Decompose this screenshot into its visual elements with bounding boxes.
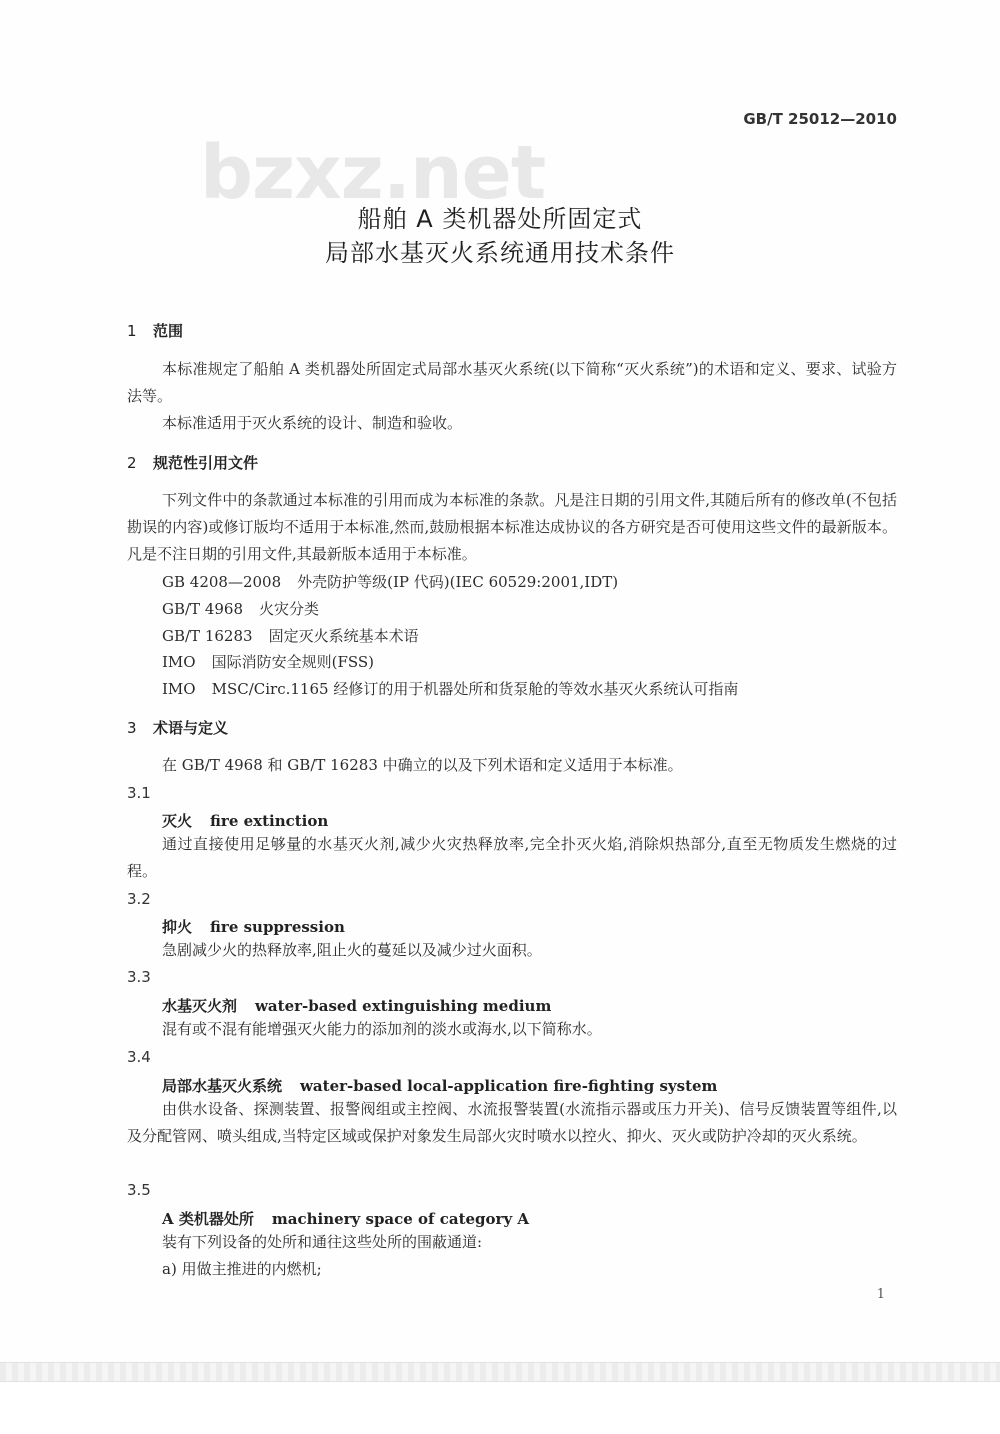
reference-code: GB 4208—2008 bbox=[162, 573, 282, 591]
section-heading-scope bbox=[127, 320, 183, 341]
term-heading bbox=[162, 1075, 717, 1096]
reference-item bbox=[162, 571, 618, 592]
section-title: 规范性引用文件 bbox=[153, 454, 259, 472]
term-definition: 通过直接使用足够量的水基灭火剂,减少火灾热释放率,完全扑灭火焰,消除炽热部分,直至无物质发生燃烧的过程。 bbox=[127, 835, 897, 880]
term-definition: 混有或不混有能增强灭火能力的添加剂的淡水或海水,以下简称水。 bbox=[162, 1020, 602, 1038]
reference-item bbox=[162, 651, 374, 672]
section-title: 范围 bbox=[153, 322, 184, 340]
subclause-number: 3.3 bbox=[127, 968, 151, 986]
reference-code: GB/T 16283 bbox=[162, 627, 253, 645]
section-number: 1 bbox=[127, 322, 137, 340]
term-zh: 局部水基灭火系统 bbox=[162, 1077, 283, 1095]
subclause-number: 3.2 bbox=[127, 890, 151, 908]
reference-title: 外壳防护等级(IP 代码)(IEC 60529:2001,IDT) bbox=[297, 573, 619, 591]
term-en: fire suppression bbox=[210, 918, 345, 936]
standard-code: GB/T 25012—2010 bbox=[743, 110, 897, 128]
document-title-line1: 船舶 A 类机器处所固定式 bbox=[357, 205, 643, 233]
reference-title: 固定灭火系统基本术语 bbox=[268, 627, 419, 645]
page-separator bbox=[0, 1362, 1000, 1382]
subclause-number: 3.1 bbox=[127, 784, 151, 802]
term-zh: A 类机器处所 bbox=[162, 1210, 254, 1228]
term-en: water-based extinguishing medium bbox=[255, 997, 552, 1015]
term-definition: 急剧减少火的热释放率,阻止火的蔓延以及减少过火面积。 bbox=[162, 941, 542, 959]
page-number: 1 bbox=[876, 1287, 885, 1302]
term-definition: 由供水设备、探测装置、报警阀组或主控阀、水流报警装置(水流指示器或压力开关)、信号反馈装置等组件,以及分配管网、喷头组成,当特定区域或保护对象发生局部火灾时喷水以控火、抑火、灭火或防护冷却的灭火系统。 bbox=[127, 1100, 897, 1145]
term-heading bbox=[162, 995, 551, 1016]
watermark: bzxz.net bbox=[200, 130, 546, 216]
paragraph: 本标准规定了船舶 A 类机器处所固定式局部水基灭火系统(以下简称“灭火系统”)的术语和定义、要求、试验方法等。 bbox=[127, 360, 897, 405]
reference-code: IMO bbox=[162, 680, 196, 698]
term-heading bbox=[162, 916, 345, 937]
section-title: 术语与定义 bbox=[153, 719, 229, 737]
reference-item bbox=[162, 625, 419, 646]
term-zh: 水基灭火剂 bbox=[162, 997, 238, 1015]
reference-code: GB/T 4968 bbox=[162, 600, 244, 618]
document-title-line2: 局部水基灭火系统通用技术条件 bbox=[325, 239, 675, 267]
term-definition: 装有下列设备的处所和通往这些处所的围蔽通道: bbox=[162, 1233, 483, 1251]
term-zh: 抑火 bbox=[162, 918, 193, 936]
reference-title: 火灾分类 bbox=[259, 600, 320, 618]
reference-title: MSC/Circ.1165 经修订的用于机器处所和货泵舱的等效水基灭火系统认可指南 bbox=[211, 680, 739, 698]
reference-item bbox=[162, 598, 319, 619]
list-item: a) 用做主推进的内燃机; bbox=[162, 1260, 322, 1278]
paragraph: 下列文件中的条款通过本标准的引用而成为本标准的条款。凡是注日期的引用文件,其随后所有的修改单(不包括勘误的内容)或修订版均不适用于本标准,然而,鼓励根据本标准达成协议的各方研究是否可使用这些文件的最新版本。凡是不注日期的引用文件,其最新版本适用于本标准。 bbox=[127, 491, 897, 563]
section-number: 3 bbox=[127, 719, 137, 737]
section-heading-normative-references bbox=[127, 452, 258, 473]
reference-code: IMO bbox=[162, 653, 196, 671]
reference-item bbox=[162, 678, 738, 699]
term-en: fire extinction bbox=[210, 812, 329, 830]
term-heading bbox=[162, 1208, 529, 1229]
paragraph: 本标准适用于灭火系统的设计、制造和验收。 bbox=[162, 414, 463, 432]
reference-title: 国际消防安全规则(FSS) bbox=[211, 653, 374, 671]
paragraph: 在 GB/T 4968 和 GB/T 16283 中确立的以及下列术语和定义适用于本标准。 bbox=[162, 756, 683, 774]
section-number: 2 bbox=[127, 454, 137, 472]
subclause-number: 3.5 bbox=[127, 1181, 151, 1199]
term-zh: 灭火 bbox=[162, 812, 193, 830]
term-en: water-based local-application fire-fighting system bbox=[300, 1077, 718, 1095]
term-en: machinery space of category A bbox=[271, 1210, 530, 1228]
section-heading-terms-definitions bbox=[127, 717, 228, 738]
term-heading bbox=[162, 810, 328, 831]
subclause-number: 3.4 bbox=[127, 1048, 151, 1066]
